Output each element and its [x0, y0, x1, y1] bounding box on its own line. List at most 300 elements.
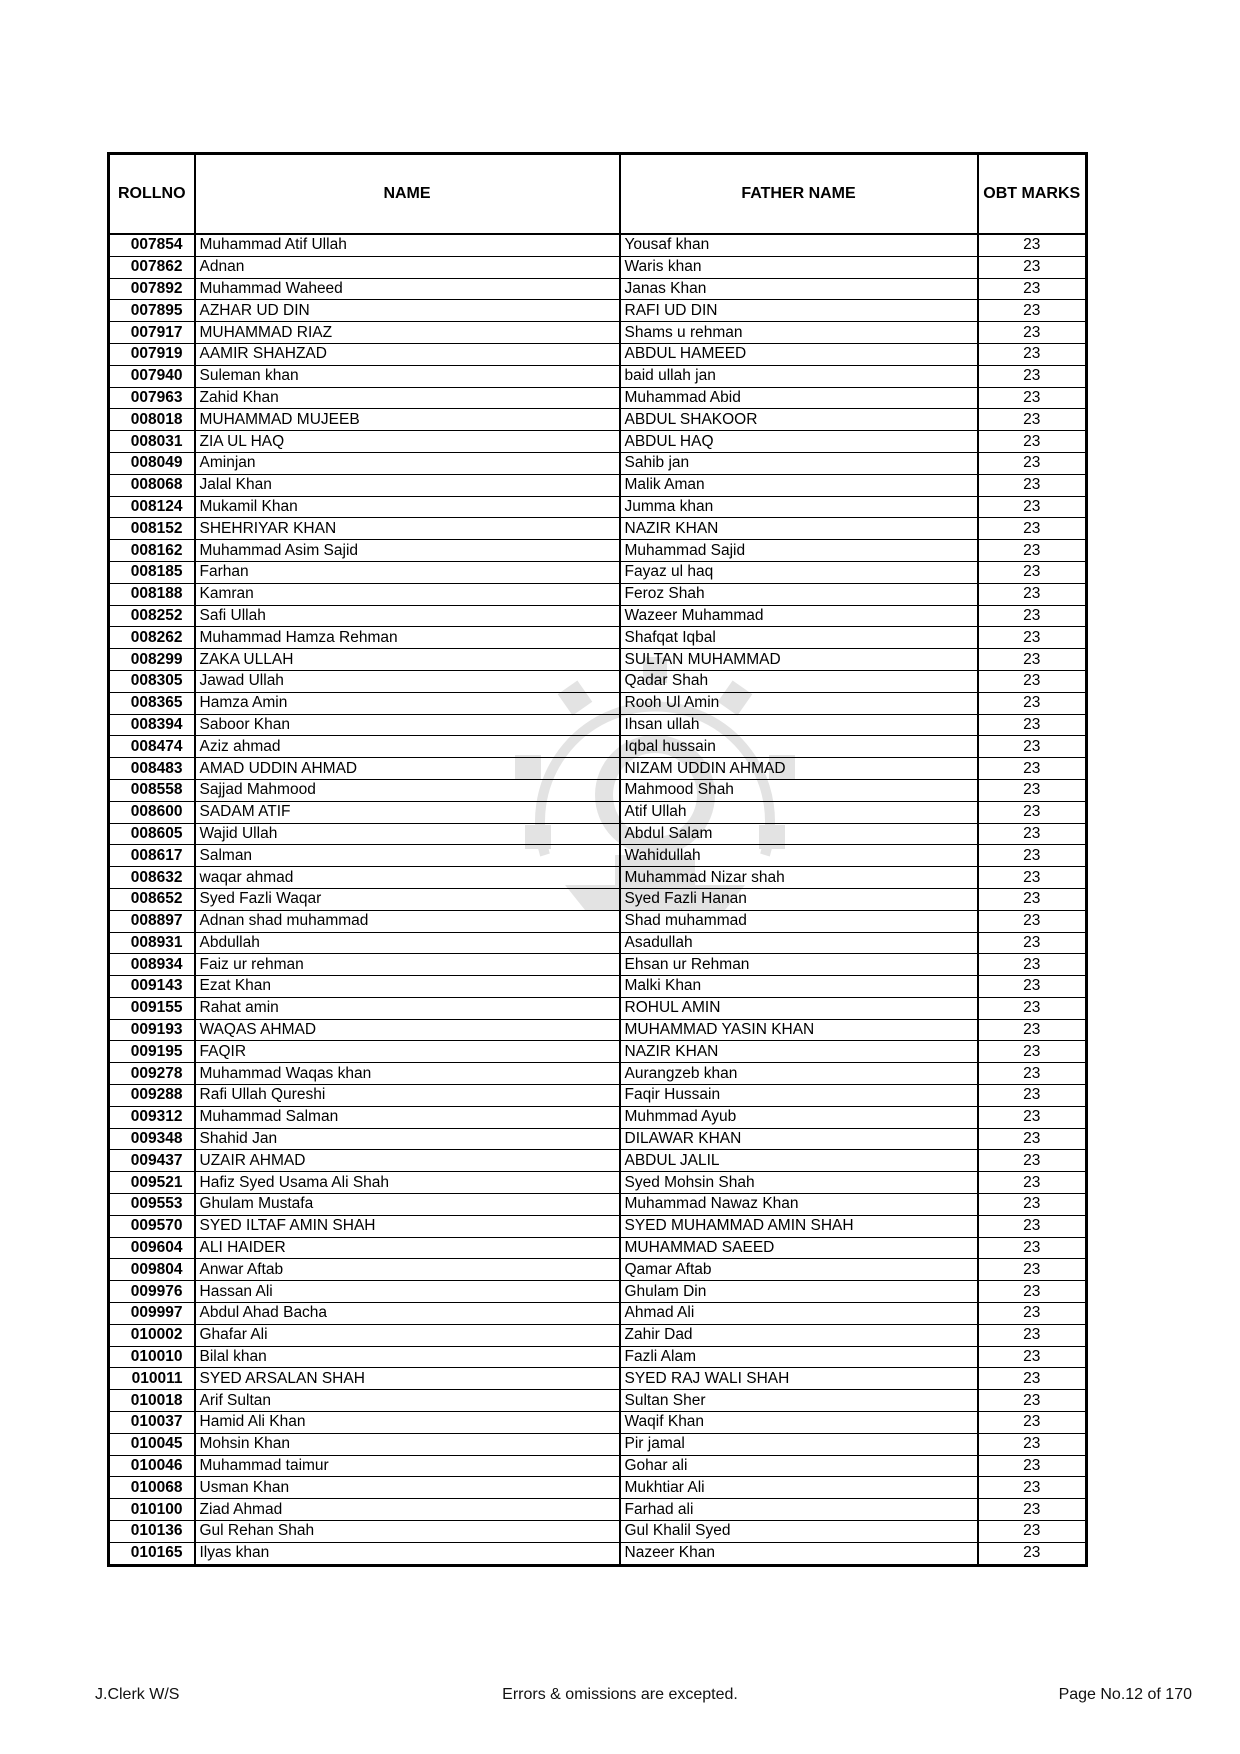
table-row — [109, 474, 1087, 496]
table-row — [109, 322, 1087, 344]
father-name-cell: Sultan Sher — [620, 1390, 978, 1412]
rollno-cell: 009195 — [109, 1041, 195, 1063]
rollno-cell: 010010 — [109, 1346, 195, 1368]
rollno-cell: 008124 — [109, 496, 195, 518]
rollno-cell: 010011 — [109, 1368, 195, 1390]
rollno-cell: 009312 — [109, 1106, 195, 1128]
rollno-cell: 010002 — [109, 1324, 195, 1346]
father-name-cell: Malik Aman — [620, 474, 978, 496]
obt-marks-cell: 23 — [978, 1455, 1087, 1477]
father-name-cell: Shams u rehman — [620, 322, 978, 344]
name-cell: ZAKA ULLAH — [195, 649, 620, 671]
rollno-cell: 008252 — [109, 605, 195, 627]
table-row — [109, 1172, 1087, 1194]
name-cell: SYED ILTAF AMIN SHAH — [195, 1215, 620, 1237]
father-name-cell: Sahib jan — [620, 452, 978, 474]
name-cell: ZIA UL HAQ — [195, 431, 620, 453]
name-cell: ALI HAIDER — [195, 1237, 620, 1259]
father-name-cell: Muhammad Nawaz Khan — [620, 1194, 978, 1216]
rollno-cell: 010045 — [109, 1433, 195, 1455]
rollno-cell: 008068 — [109, 474, 195, 496]
name-cell: Mukamil Khan — [195, 496, 620, 518]
obt-marks-cell: 23 — [978, 605, 1087, 627]
obt-marks-cell: 23 — [978, 1324, 1087, 1346]
rollno-cell: 007963 — [109, 387, 195, 409]
obt-marks-cell: 23 — [978, 234, 1087, 256]
name-cell: Mohsin Khan — [195, 1433, 620, 1455]
table-row — [109, 692, 1087, 714]
rollno-cell: 008152 — [109, 518, 195, 540]
father-name-cell: Mahmood Shah — [620, 779, 978, 801]
obt-marks-cell: 23 — [978, 278, 1087, 300]
obt-marks-cell: 23 — [978, 714, 1087, 736]
table-header — [109, 154, 1087, 235]
obt-marks-cell: 23 — [978, 540, 1087, 562]
rollno-cell: 008600 — [109, 801, 195, 823]
rollno-cell: 008617 — [109, 845, 195, 867]
name-cell: Arif Sultan — [195, 1390, 620, 1412]
rollno-cell: 009193 — [109, 1019, 195, 1041]
rollno-cell: 009155 — [109, 997, 195, 1019]
table-row — [109, 670, 1087, 692]
father-name-cell: Gohar ali — [620, 1455, 978, 1477]
table-row — [109, 452, 1087, 474]
father-name-cell: Shad muhammad — [620, 910, 978, 932]
name-cell: AAMIR SHAHZAD — [195, 343, 620, 365]
table-row — [109, 387, 1087, 409]
table-row — [109, 256, 1087, 278]
table-row — [109, 910, 1087, 932]
rollno-cell: 008931 — [109, 932, 195, 954]
father-name-cell: Waris khan — [620, 256, 978, 278]
name-cell: Ziad Ahmad — [195, 1499, 620, 1521]
table-row — [109, 518, 1087, 540]
father-name-cell: Yousaf khan — [620, 234, 978, 256]
name-cell: Muhammad Waheed — [195, 278, 620, 300]
rollno-cell: 007919 — [109, 343, 195, 365]
table-row — [109, 997, 1087, 1019]
father-name-cell: Ehsan ur Rehman — [620, 954, 978, 976]
obt-marks-cell: 23 — [978, 1412, 1087, 1434]
obt-marks-cell: 23 — [978, 823, 1087, 845]
father-name-cell: SYED MUHAMMAD AMIN SHAH — [620, 1215, 978, 1237]
header-father-name: FATHER NAME — [620, 154, 978, 235]
rollno-cell: 009570 — [109, 1215, 195, 1237]
father-name-cell: SYED RAJ WALI SHAH — [620, 1368, 978, 1390]
obt-marks-cell: 23 — [978, 1172, 1087, 1194]
father-name-cell: Abdul Salam — [620, 823, 978, 845]
table-row — [109, 736, 1087, 758]
rollno-cell: 009348 — [109, 1128, 195, 1150]
father-name-cell: MUHAMMAD SAEED — [620, 1237, 978, 1259]
name-cell: Faiz ur rehman — [195, 954, 620, 976]
name-cell: Ezat Khan — [195, 976, 620, 998]
table-row — [109, 1324, 1087, 1346]
father-name-cell: Waqif Khan — [620, 1412, 978, 1434]
rollno-cell: 008262 — [109, 627, 195, 649]
name-cell: Salman — [195, 845, 620, 867]
father-name-cell: Farhad ali — [620, 1499, 978, 1521]
rollno-cell: 007862 — [109, 256, 195, 278]
table-row — [109, 300, 1087, 322]
rollno-cell: 008934 — [109, 954, 195, 976]
name-cell: SHEHRIYAR KHAN — [195, 518, 620, 540]
name-cell: Abdul Ahad Bacha — [195, 1303, 620, 1325]
name-cell: Muhammad Asim Sajid — [195, 540, 620, 562]
table-row — [109, 1041, 1087, 1063]
table-row — [109, 1259, 1087, 1281]
name-cell: Safi Ullah — [195, 605, 620, 627]
name-cell: Ghulam Mustafa — [195, 1194, 620, 1216]
obt-marks-cell: 23 — [978, 583, 1087, 605]
name-cell: Shahid Jan — [195, 1128, 620, 1150]
name-cell: SYED ARSALAN SHAH — [195, 1368, 620, 1390]
rollno-cell: 007854 — [109, 234, 195, 256]
name-cell: Aziz ahmad — [195, 736, 620, 758]
obt-marks-cell: 23 — [978, 496, 1087, 518]
obt-marks-cell: 23 — [978, 1019, 1087, 1041]
table-row — [109, 343, 1087, 365]
name-cell: Wajid Ullah — [195, 823, 620, 845]
name-cell: MUHAMMAD MUJEEB — [195, 409, 620, 431]
father-name-cell: NIZAM UDDIN AHMAD — [620, 758, 978, 780]
rollno-cell: 009604 — [109, 1237, 195, 1259]
obt-marks-cell: 23 — [978, 932, 1087, 954]
name-cell: Ilyas khan — [195, 1542, 620, 1565]
father-name-cell: Qamar Aftab — [620, 1259, 978, 1281]
name-cell: Suleman khan — [195, 365, 620, 387]
father-name-cell: DILAWAR KHAN — [620, 1128, 978, 1150]
rollno-cell: 009143 — [109, 976, 195, 998]
rollno-cell: 008365 — [109, 692, 195, 714]
father-name-cell: ROHUL AMIN — [620, 997, 978, 1019]
table-row — [109, 1281, 1087, 1303]
name-cell: Hassan Ali — [195, 1281, 620, 1303]
obt-marks-cell: 23 — [978, 779, 1087, 801]
father-name-cell: Ihsan ullah — [620, 714, 978, 736]
table-row — [109, 1215, 1087, 1237]
name-cell: Rafi Ullah Qureshi — [195, 1085, 620, 1107]
obt-marks-cell: 23 — [978, 670, 1087, 692]
table-row — [109, 278, 1087, 300]
table-row — [109, 1477, 1087, 1499]
obt-marks-cell: 23 — [978, 1477, 1087, 1499]
father-name-cell: NAZIR KHAN — [620, 518, 978, 540]
rollno-cell: 010068 — [109, 1477, 195, 1499]
obt-marks-cell: 23 — [978, 1499, 1087, 1521]
table-row — [109, 1346, 1087, 1368]
rollno-cell: 008605 — [109, 823, 195, 845]
name-cell: Hafiz Syed Usama Ali Shah — [195, 1172, 620, 1194]
obt-marks-cell: 23 — [978, 801, 1087, 823]
table-row — [109, 1390, 1087, 1412]
father-name-cell: Pir jamal — [620, 1433, 978, 1455]
obt-marks-cell: 23 — [978, 1150, 1087, 1172]
rollno-cell: 009804 — [109, 1259, 195, 1281]
name-cell: UZAIR AHMAD — [195, 1150, 620, 1172]
table-row — [109, 431, 1087, 453]
name-cell: Muhammad taimur — [195, 1455, 620, 1477]
table-row — [109, 583, 1087, 605]
rollno-cell: 008897 — [109, 910, 195, 932]
obt-marks-cell: 23 — [978, 1063, 1087, 1085]
name-cell: MUHAMMAD RIAZ — [195, 322, 620, 344]
obt-marks-cell: 23 — [978, 1215, 1087, 1237]
table-row — [109, 1542, 1087, 1565]
table-row — [109, 234, 1087, 256]
name-cell: Adnan shad muhammad — [195, 910, 620, 932]
father-name-cell: Faqir Hussain — [620, 1085, 978, 1107]
table-row — [109, 1499, 1087, 1521]
obt-marks-cell: 23 — [978, 976, 1087, 998]
table-row — [109, 867, 1087, 889]
table-row — [109, 365, 1087, 387]
obt-marks-cell: 23 — [978, 692, 1087, 714]
name-cell: Hamid Ali Khan — [195, 1412, 620, 1434]
header-obt-marks: OBT MARKS — [978, 154, 1087, 235]
name-cell: Rahat amin — [195, 997, 620, 1019]
father-name-cell: Muhammad Nizar shah — [620, 867, 978, 889]
father-name-cell: Malki Khan — [620, 976, 978, 998]
name-cell: Ghafar Ali — [195, 1324, 620, 1346]
table-row — [109, 801, 1087, 823]
obt-marks-cell: 23 — [978, 431, 1087, 453]
father-name-cell: Asadullah — [620, 932, 978, 954]
rollno-cell: 009553 — [109, 1194, 195, 1216]
father-name-cell: Atif Ullah — [620, 801, 978, 823]
name-cell: Muhammad Hamza Rehman — [195, 627, 620, 649]
father-name-cell: Ghulam Din — [620, 1281, 978, 1303]
rollno-cell: 008652 — [109, 888, 195, 910]
rollno-cell: 007895 — [109, 300, 195, 322]
name-cell: Sajjad Mahmood — [195, 779, 620, 801]
father-name-cell: Shafqat Iqbal — [620, 627, 978, 649]
obt-marks-cell: 23 — [978, 845, 1087, 867]
obt-marks-cell: 23 — [978, 954, 1087, 976]
name-cell: Aminjan — [195, 452, 620, 474]
obt-marks-cell: 23 — [978, 474, 1087, 496]
father-name-cell: Rooh Ul Amin — [620, 692, 978, 714]
rollno-cell: 007940 — [109, 365, 195, 387]
father-name-cell: Qadar Shah — [620, 670, 978, 692]
table-row — [109, 845, 1087, 867]
obt-marks-cell: 23 — [978, 1085, 1087, 1107]
father-name-cell: Gul Khalil Syed — [620, 1521, 978, 1543]
obt-marks-cell: 23 — [978, 1194, 1087, 1216]
table-row — [109, 649, 1087, 671]
name-cell: Syed Fazli Waqar — [195, 888, 620, 910]
footer-page-number: Page No.12 of 170 — [1058, 1686, 1192, 1703]
name-cell: Zahid Khan — [195, 387, 620, 409]
name-cell: Muhammad Salman — [195, 1106, 620, 1128]
name-cell: SADAM ATIF — [195, 801, 620, 823]
table-row — [109, 1303, 1087, 1325]
name-cell: Saboor Khan — [195, 714, 620, 736]
table-row — [109, 1019, 1087, 1041]
table-row — [109, 1194, 1087, 1216]
rollno-cell: 007892 — [109, 278, 195, 300]
table-row — [109, 888, 1087, 910]
rollno-cell: 008483 — [109, 758, 195, 780]
obt-marks-cell: 23 — [978, 758, 1087, 780]
obt-marks-cell: 23 — [978, 300, 1087, 322]
results-table — [107, 152, 1088, 1567]
name-cell: Abdullah — [195, 932, 620, 954]
rollno-cell: 008185 — [109, 561, 195, 583]
rollno-cell: 009976 — [109, 1281, 195, 1303]
obt-marks-cell: 23 — [978, 1237, 1087, 1259]
name-cell: Usman Khan — [195, 1477, 620, 1499]
rollno-cell: 010046 — [109, 1455, 195, 1477]
obt-marks-cell: 23 — [978, 343, 1087, 365]
rollno-cell: 008299 — [109, 649, 195, 671]
rollno-cell: 010100 — [109, 1499, 195, 1521]
table-row — [109, 714, 1087, 736]
obt-marks-cell: 23 — [978, 1128, 1087, 1150]
name-cell: Gul Rehan Shah — [195, 1521, 620, 1543]
header-row — [109, 154, 1087, 235]
header-name: NAME — [195, 154, 620, 235]
father-name-cell: Iqbal hussain — [620, 736, 978, 758]
father-name-cell: Ahmad Ali — [620, 1303, 978, 1325]
name-cell: Bilal khan — [195, 1346, 620, 1368]
obt-marks-cell: 23 — [978, 1259, 1087, 1281]
table-row — [109, 605, 1087, 627]
table-row — [109, 409, 1087, 431]
father-name-cell: Muhammad Sajid — [620, 540, 978, 562]
father-name-cell: Syed Fazli Hanan — [620, 888, 978, 910]
father-name-cell: Feroz Shah — [620, 583, 978, 605]
obt-marks-cell: 23 — [978, 1542, 1087, 1565]
father-name-cell: Nazeer Khan — [620, 1542, 978, 1565]
name-cell: Muhammad Waqas khan — [195, 1063, 620, 1085]
obt-marks-cell: 23 — [978, 365, 1087, 387]
obt-marks-cell: 23 — [978, 1368, 1087, 1390]
obt-marks-cell: 23 — [978, 1433, 1087, 1455]
obt-marks-cell: 23 — [978, 888, 1087, 910]
table-row — [109, 1085, 1087, 1107]
rollno-cell: 008018 — [109, 409, 195, 431]
obt-marks-cell: 23 — [978, 1390, 1087, 1412]
footer-disclaimer: Errors & omissions are excepted. — [502, 1686, 738, 1703]
table-body — [109, 234, 1087, 1565]
name-cell: waqar ahmad — [195, 867, 620, 889]
name-cell: Adnan — [195, 256, 620, 278]
father-name-cell: SULTAN MUHAMMAD — [620, 649, 978, 671]
table-row — [109, 627, 1087, 649]
table-row — [109, 1412, 1087, 1434]
father-name-cell: baid ullah jan — [620, 365, 978, 387]
table-row — [109, 1521, 1087, 1543]
rollno-cell: 008162 — [109, 540, 195, 562]
table-row — [109, 954, 1087, 976]
father-name-cell: Janas Khan — [620, 278, 978, 300]
father-name-cell: MUHAMMAD YASIN KHAN — [620, 1019, 978, 1041]
name-cell: Kamran — [195, 583, 620, 605]
father-name-cell: Aurangzeb khan — [620, 1063, 978, 1085]
obt-marks-cell: 23 — [978, 649, 1087, 671]
rollno-cell: 010018 — [109, 1390, 195, 1412]
obt-marks-cell: 23 — [978, 1346, 1087, 1368]
table-row — [109, 976, 1087, 998]
table-row — [109, 1433, 1087, 1455]
rollno-cell: 010037 — [109, 1412, 195, 1434]
obt-marks-cell: 23 — [978, 867, 1087, 889]
obt-marks-cell: 23 — [978, 736, 1087, 758]
obt-marks-cell: 23 — [978, 322, 1087, 344]
obt-marks-cell: 23 — [978, 387, 1087, 409]
name-cell: Anwar Aftab — [195, 1259, 620, 1281]
father-name-cell: Wahidullah — [620, 845, 978, 867]
table-row — [109, 758, 1087, 780]
father-name-cell: Jumma khan — [620, 496, 978, 518]
name-cell: Hamza Amin — [195, 692, 620, 714]
rollno-cell: 010136 — [109, 1521, 195, 1543]
father-name-cell: Muhmmad Ayub — [620, 1106, 978, 1128]
father-name-cell: Muhammad Abid — [620, 387, 978, 409]
father-name-cell: ABDUL JALIL — [620, 1150, 978, 1172]
father-name-cell: Fayaz ul haq — [620, 561, 978, 583]
header-rollno: ROLLNO — [109, 154, 195, 235]
father-name-cell: ABDUL SHAKOOR — [620, 409, 978, 431]
rollno-cell: 010165 — [109, 1542, 195, 1565]
rollno-cell: 008188 — [109, 583, 195, 605]
rollno-cell: 009521 — [109, 1172, 195, 1194]
footer-clerk: J.Clerk W/S — [95, 1686, 180, 1703]
table-row — [109, 1368, 1087, 1390]
rollno-cell: 008031 — [109, 431, 195, 453]
table-row — [109, 932, 1087, 954]
obt-marks-cell: 23 — [978, 518, 1087, 540]
table-row — [109, 540, 1087, 562]
obt-marks-cell: 23 — [978, 1303, 1087, 1325]
rollno-cell: 008632 — [109, 867, 195, 889]
name-cell: WAQAS AHMAD — [195, 1019, 620, 1041]
name-cell: Jalal Khan — [195, 474, 620, 496]
table-row — [109, 823, 1087, 845]
rollno-cell: 007917 — [109, 322, 195, 344]
obt-marks-cell: 23 — [978, 452, 1087, 474]
rollno-cell: 009288 — [109, 1085, 195, 1107]
table-row — [109, 1150, 1087, 1172]
rollno-cell: 008558 — [109, 779, 195, 801]
obt-marks-cell: 23 — [978, 1521, 1087, 1543]
obt-marks-cell: 23 — [978, 1041, 1087, 1063]
father-name-cell: NAZIR KHAN — [620, 1041, 978, 1063]
table-row — [109, 779, 1087, 801]
father-name-cell: ABDUL HAQ — [620, 431, 978, 453]
obt-marks-cell: 23 — [978, 561, 1087, 583]
obt-marks-cell: 23 — [978, 910, 1087, 932]
table-row — [109, 1237, 1087, 1259]
name-cell: Farhan — [195, 561, 620, 583]
obt-marks-cell: 23 — [978, 1281, 1087, 1303]
table-row — [109, 1106, 1087, 1128]
table-row — [109, 1063, 1087, 1085]
rollno-cell: 009437 — [109, 1150, 195, 1172]
rollno-cell: 008049 — [109, 452, 195, 474]
father-name-cell: Syed Mohsin Shah — [620, 1172, 978, 1194]
name-cell: Muhammad Atif Ullah — [195, 234, 620, 256]
obt-marks-cell: 23 — [978, 256, 1087, 278]
table-row — [109, 1455, 1087, 1477]
name-cell: AMAD UDDIN AHMAD — [195, 758, 620, 780]
name-cell: AZHAR UD DIN — [195, 300, 620, 322]
father-name-cell: RAFI UD DIN — [620, 300, 978, 322]
rollno-cell: 008474 — [109, 736, 195, 758]
father-name-cell: Wazeer Muhammad — [620, 605, 978, 627]
obt-marks-cell: 23 — [978, 409, 1087, 431]
